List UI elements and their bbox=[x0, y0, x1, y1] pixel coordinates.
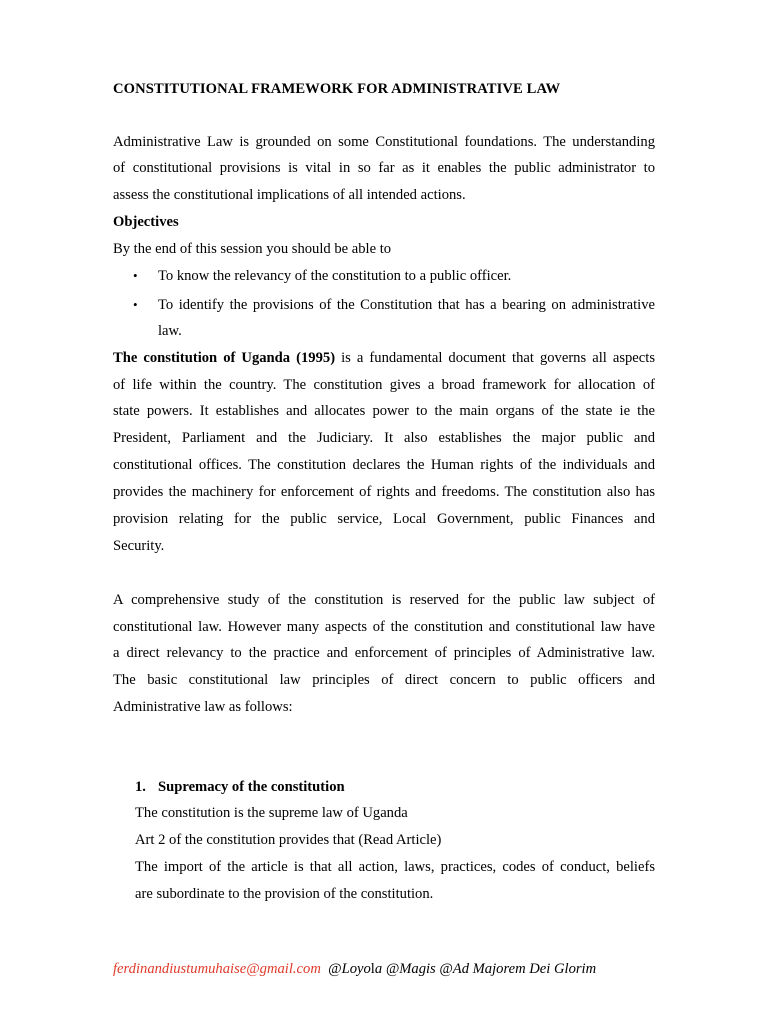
constitution-line-6: provides the machinery for enforcement of rights and freedoms. The constitution also has bbox=[113, 484, 655, 500]
constitution-line-7: provision relating for the public service, Local Government, public Finances and bbox=[113, 511, 655, 527]
section-line-1: The constitution is the supreme law of Uganda bbox=[135, 805, 408, 821]
study-line-2: constitutional law. However many aspects of the constitution and constitutional law have bbox=[113, 619, 655, 635]
objective-item-1: To know the relevancy of the constitution to a public officer. bbox=[158, 268, 512, 284]
intro-line-3: assess the constitutional implications of all intended actions. bbox=[113, 187, 466, 203]
objectives-heading: Objectives bbox=[113, 214, 179, 230]
constitution-line-5: constitutional offices. The constitution declares the Human rights of the individuals and bbox=[113, 457, 655, 473]
objective-item-2: To identify the provisions of the Constitution that has a bearing on administrative bbox=[158, 297, 655, 313]
intro-line-2: of constitutional provisions is vital in so far as it enables the public administrator to bbox=[113, 160, 655, 176]
page-footer bbox=[113, 960, 596, 978]
bullet-icon: • bbox=[133, 297, 138, 312]
study-line-4: The basic constitutional law principles of direct concern to public officers and bbox=[113, 672, 655, 688]
study-line-1: A comprehensive study of the constitution is reserved for the public law subject of bbox=[113, 592, 655, 608]
constitution-line-1-text: is a fundamental document that governs all aspects bbox=[335, 350, 655, 366]
section-line-4: are subordinate to the provision of the constitution. bbox=[135, 886, 434, 902]
bullet-icon: • bbox=[133, 268, 138, 283]
section-line-2: Art 2 of the constitution provides that (Read Article) bbox=[135, 832, 442, 848]
constitution-line-8: Security. bbox=[113, 538, 165, 554]
footer-email: ferdinandiustumuhaise@gmail.com bbox=[113, 961, 321, 977]
footer-tag-loyola: @Loyola bbox=[328, 961, 383, 977]
document-title: CONSTITUTIONAL FRAMEWORK FOR ADMINISTRATIVE LAW bbox=[113, 81, 561, 97]
constitution-line-4: President, Parliament and the Judiciary. It also establishes the major public and bbox=[113, 430, 655, 446]
objectives-lead: By the end of this session you should be able to bbox=[113, 241, 392, 257]
constitution-line-2: of life within the country. The constitution gives a broad framework for allocation of bbox=[113, 377, 655, 393]
objective-item-2-continued: law. bbox=[158, 323, 182, 339]
study-line-5: Administrative law as follows: bbox=[113, 699, 293, 715]
constitution-line-1 bbox=[113, 349, 655, 367]
constitution-line-3: state powers. It establishes and allocates power to the main organs of the state ie the bbox=[113, 403, 655, 419]
section-line-3: The import of the article is that all action, laws, practices, codes of conduct, beliefs bbox=[135, 859, 655, 875]
constitution-bold-term: The constitution of Uganda (1995) bbox=[113, 350, 336, 366]
section-number: 1. bbox=[135, 779, 146, 795]
intro-line-1: Administrative Law is grounded on some Constitutional foundations. The understanding bbox=[113, 134, 655, 150]
study-line-3: a direct relevancy to the practice and enforcement of principles of Administrative law. bbox=[113, 645, 655, 661]
footer-tags: @Magis @Ad Majorem Dei Glorim bbox=[385, 961, 597, 977]
section-heading: Supremacy of the constitution bbox=[158, 779, 345, 795]
